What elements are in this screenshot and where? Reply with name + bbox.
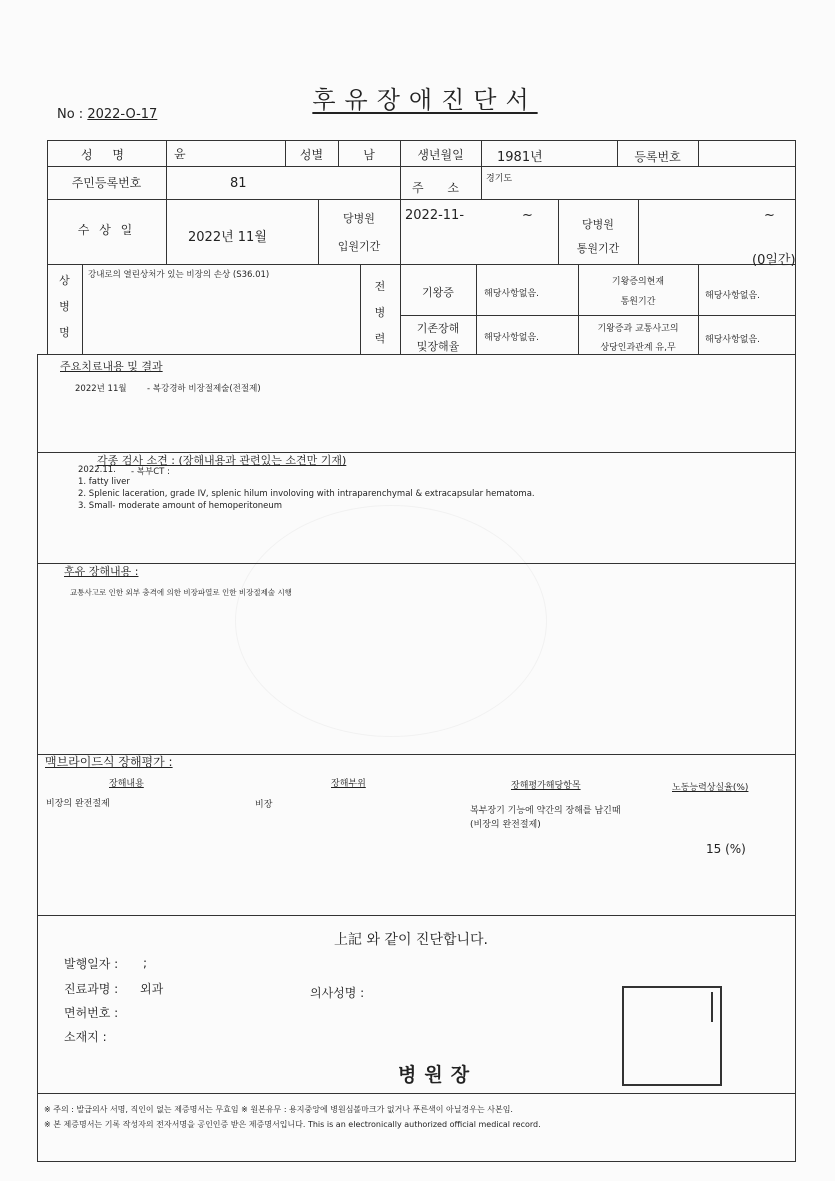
existing-disability-label-1: 기존장해 bbox=[416, 322, 460, 335]
existing-disability-value: 해당사항없음. bbox=[484, 333, 540, 343]
outpatient-days: (0일간) bbox=[752, 253, 796, 268]
hospital-director-seal-label: 병원장 bbox=[398, 1064, 478, 1086]
findings-item-2: 2. Splenic laceration, grade IV, splenic hilum involoving with intraparenchymal & extracapsular hematoma. bbox=[78, 489, 535, 499]
prior-current-label-2: 통원기간 bbox=[620, 297, 656, 307]
prior-current-value: 해당사항없음. bbox=[705, 291, 761, 301]
admission-label-1: 당병원 bbox=[343, 212, 375, 225]
doctor-name-label: 의사성명 : bbox=[310, 986, 365, 1000]
mcbride-site: 비장 bbox=[255, 800, 273, 810]
rrn-value: 81 bbox=[230, 176, 247, 191]
name-value: 윤 bbox=[174, 147, 186, 161]
watermark bbox=[235, 505, 547, 737]
prior-condition-label: 기왕증 bbox=[422, 286, 454, 299]
treatment-date: 2022년 11월 bbox=[75, 384, 127, 394]
history-label-2: 병 bbox=[374, 306, 386, 319]
document-number bbox=[57, 107, 157, 122]
issue-date-value: ; bbox=[143, 956, 148, 970]
outpatient-label-1: 당병원 bbox=[582, 218, 614, 231]
registration-label: 등록번호 bbox=[634, 150, 681, 164]
mcbride-col-site: 장해부위 bbox=[331, 779, 366, 789]
notice-line-2: ※ 본 제증명서는 기록 작성자의 전자서명을 공인인증 받은 제증명서입니다. This is an electronically authorized official medical record. bbox=[44, 1120, 541, 1129]
relation-value: 해당사항없음. bbox=[705, 335, 761, 345]
findings-item-3: 3. Small- moderate amount of hemoperitoneum bbox=[78, 501, 283, 511]
birth-value: 1981년 bbox=[497, 150, 543, 165]
birth-label: 생년월일 bbox=[417, 148, 464, 162]
treatment-heading: 주요치료내용 및 결과 bbox=[60, 360, 163, 373]
mcbride-col-rate: 노동능력상실율(%) bbox=[672, 783, 749, 793]
relation-label-1: 기왕증과 교통사고의 bbox=[597, 324, 679, 334]
treatment-text: - 복강경하 비장절제술(전절제) bbox=[147, 384, 261, 394]
admission-tilde: ~ bbox=[522, 208, 533, 223]
mcbride-item-1: 복부장기 기능에 약간의 장해를 남긴때 bbox=[470, 806, 621, 816]
existing-disability-label-2: 및장해율 bbox=[416, 340, 460, 353]
admission-label-2: 입원기간 bbox=[337, 240, 381, 253]
notice-line-1: ※ 주의 : 발급의사 서명, 직인이 없는 제증명서는 무효임 ※ 원본유무 : 용지중앙에 병원심볼마크가 없거나 푸른색이 아닐경우는 사본임. bbox=[44, 1105, 513, 1114]
mcbride-item-2: (비장의 완전절제) bbox=[470, 820, 541, 830]
prior-condition-value: 해당사항없음. bbox=[484, 289, 540, 299]
findings-heading: 각종 검사 소견 : (장해내용과 관련있는 소견만 기재) bbox=[97, 454, 347, 467]
relation-label-2: 상당인과관계 유,무 bbox=[600, 343, 676, 353]
history-label-1: 전 bbox=[374, 280, 386, 293]
document-number-label: No : bbox=[57, 107, 84, 122]
diagnosis-label-3: 명 bbox=[59, 326, 70, 339]
department-label: 진료과명 : bbox=[64, 982, 119, 996]
document-number-value: 2022-O-17 bbox=[87, 107, 158, 122]
history-label-3: 력 bbox=[374, 332, 386, 345]
signature-mark bbox=[711, 992, 713, 1022]
findings-item-1: 1. fatty liver bbox=[78, 477, 130, 487]
location-label: 소재지 : bbox=[64, 1030, 107, 1044]
mcbride-heading: 맥브라이드식 장해평가 : bbox=[45, 755, 173, 769]
address-label: 주 소 bbox=[412, 181, 469, 195]
diagnosis-label-2: 병 bbox=[59, 300, 70, 313]
rrn-label: 주민등록번호 bbox=[71, 176, 142, 190]
outpatient-label-2: 통원기간 bbox=[576, 242, 620, 255]
mcbride-rate: 15 (%) bbox=[706, 842, 746, 856]
mcbride-content: 비장의 완전절제 bbox=[46, 799, 110, 809]
diagnosis-statement: 上記 와 같이 진단합니다. bbox=[334, 932, 488, 948]
document-title: 후유장애진단서 bbox=[312, 86, 538, 114]
address-value: 경기도 bbox=[486, 174, 513, 184]
findings-exam: - 복부CT : bbox=[131, 467, 170, 477]
sequelae-heading: 후유 장해내용 : bbox=[64, 565, 139, 578]
issue-date-label: 발행일자 : bbox=[64, 957, 119, 971]
sex-value: 남 bbox=[363, 148, 375, 162]
sex-label: 성별 bbox=[299, 148, 324, 162]
prior-current-label-1: 기왕증의현재 bbox=[611, 277, 665, 287]
injury-date-label: 수 상 일 bbox=[77, 223, 136, 237]
admission-start: 2022-11- bbox=[405, 208, 465, 223]
department-value: 외과 bbox=[140, 982, 164, 996]
sequelae-text: 교통사고로 인한 외부 충격에 의한 비장파열로 인한 비장절제술 시행 bbox=[70, 588, 292, 597]
diagnosis-text: 강내로의 열린상처가 있는 비장의 손상 (S36.01) bbox=[88, 270, 270, 280]
diagnosis-label-1: 상 bbox=[59, 274, 70, 287]
mcbride-col-item: 장해평가해당항목 bbox=[511, 781, 581, 791]
name-label: 성 명 bbox=[81, 148, 132, 162]
mcbride-col-content: 장해내용 bbox=[109, 779, 144, 789]
injury-date-value: 2022년 11월 bbox=[188, 230, 267, 245]
signature-box bbox=[622, 986, 722, 1086]
license-label: 면허번호 : bbox=[64, 1006, 119, 1020]
findings-date: 2022.11. bbox=[78, 465, 116, 475]
outpatient-tilde: ~ bbox=[764, 208, 775, 223]
